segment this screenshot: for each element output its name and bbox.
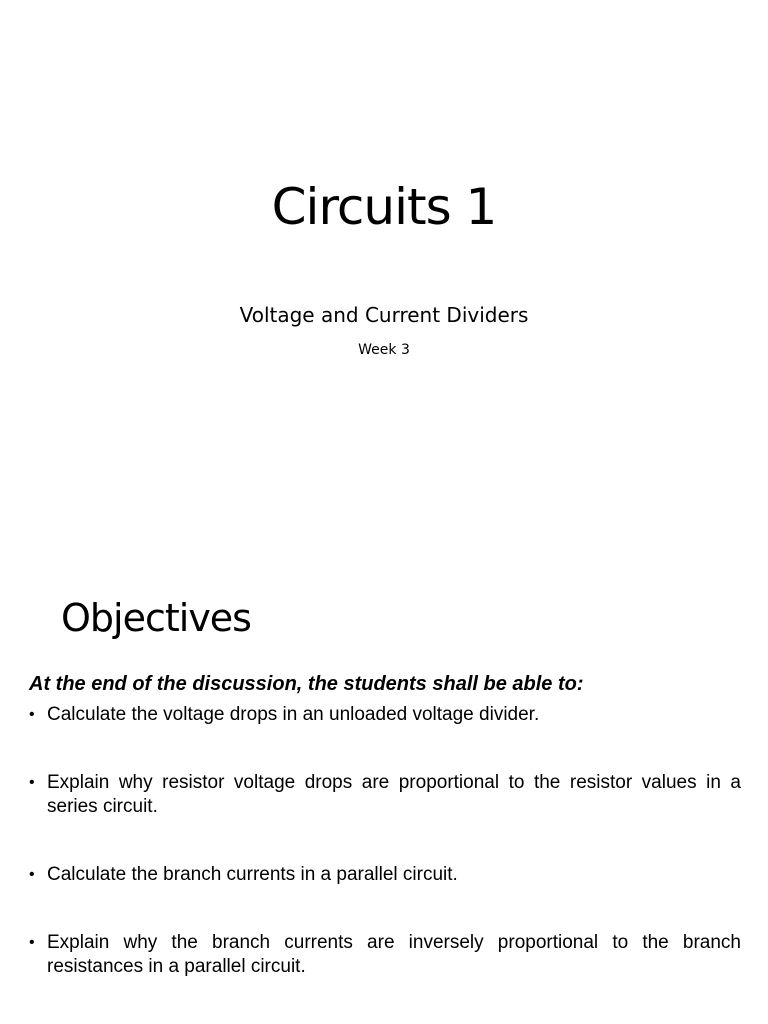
- list-item: [29, 771, 741, 819]
- bullet-icon: •: [29, 706, 35, 723]
- objectives-heading: Objectives: [61, 596, 251, 640]
- objective-text: Calculate the branch currents in a parallel circuit.: [47, 864, 458, 885]
- objective-text: Explain why the branch currents are inversely proportional to the branch resistances in a parallel circuit.: [47, 932, 741, 977]
- objective-text: Explain why resistor voltage drops are proportional to the resistor values in a series circuit.: [47, 772, 741, 817]
- objectives-intro: At the end of the discussion, the students shall be able to:: [29, 673, 584, 695]
- bullet-icon: •: [29, 774, 35, 791]
- list-item: [29, 931, 741, 979]
- week-label: Week 3: [358, 342, 410, 358]
- list-item: [29, 863, 741, 887]
- bullet-icon: •: [29, 934, 35, 951]
- slide-subtitle: Voltage and Current Dividers: [239, 303, 529, 327]
- list-item: [29, 703, 741, 727]
- objectives-slide: [0, 576, 768, 1024]
- bullet-icon: •: [29, 866, 35, 883]
- objectives-list: [29, 703, 741, 1023]
- objective-text: Calculate the voltage drops in an unloaded voltage divider.: [47, 704, 540, 725]
- slide-title: Circuits 1: [271, 178, 497, 236]
